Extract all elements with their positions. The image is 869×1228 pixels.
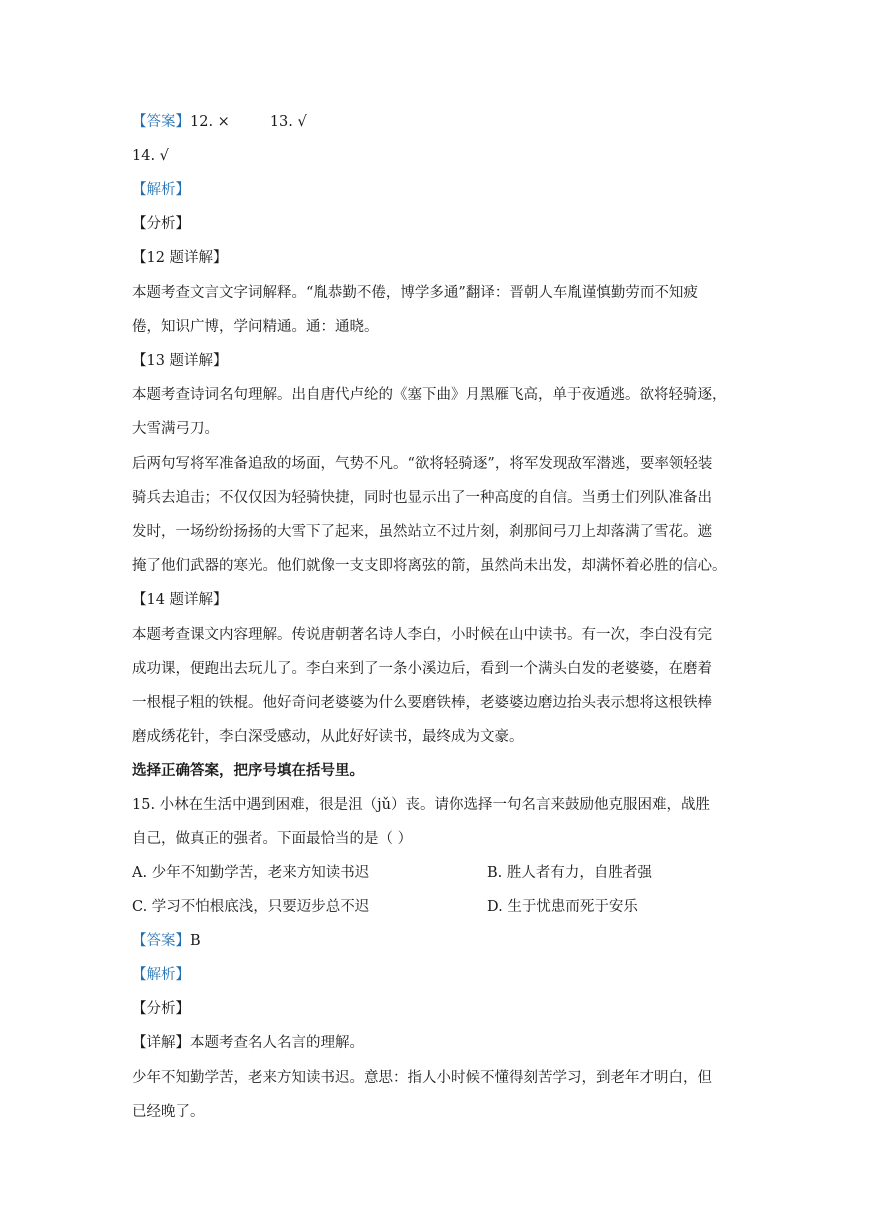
q13-line: 掩了他们武器的寒光。他们就像一支支即将离弦的箭，虽然尚未出发，却满怀着必胜的信心。 bbox=[132, 558, 727, 574]
q14-line: 磨成绣花针，李白深受感动，从此好好读书，最终成为文豪。 bbox=[132, 729, 524, 745]
q13-heading: 【13 题详解】 bbox=[132, 353, 228, 369]
answer-tag: 【答案】 bbox=[132, 114, 190, 130]
answer-tag: 【答案】 bbox=[132, 933, 190, 949]
q12-line: 倦，知识广博，学问精通。通：通晓。 bbox=[132, 319, 379, 335]
q13-line: 发时，一场纷纷扬扬的大雪下了起来，虽然站立不过片刻，刹那间弓刀上却落满了雪花。遮 bbox=[132, 524, 712, 540]
q14-heading: 【14 题详解】 bbox=[132, 592, 228, 608]
q15-stem-line: 15. 小林在生活中遇到困难，很是沮（jǔ）丧。请你选择一句名言来鼓励他克服困难，战胜 bbox=[132, 797, 710, 813]
q12-heading: 【12 题详解】 bbox=[132, 250, 228, 266]
option-c: C. 学习不怕根底浅，只要迈步总不迟 bbox=[132, 899, 370, 915]
option-a: A. 少年不知勤学苦，老来方知读书迟 bbox=[132, 865, 370, 881]
q15-detail-line bbox=[132, 1033, 742, 1053]
option-b: B. 胜人者有力，自胜者强 bbox=[487, 865, 652, 881]
q13-line: 骑兵去追击；不仅仅因为轻骑快捷，同时也显示出了一种高度的自信。当勇士们列队准备出 bbox=[132, 490, 712, 506]
q13-line: 本题考查诗词名句理解。出自唐代卢纶的《塞下曲》月黑雁飞高，单于夜遁逃。欲将轻骑逐， bbox=[132, 387, 727, 403]
detail-tag: 【详解】 bbox=[132, 1035, 190, 1051]
option-d: D. 生于忧患而死于安乐 bbox=[487, 899, 638, 915]
q13-line: 后两句写将军准备追敌的场面，气势不凡。“欲将轻骑逐”，将军发现敌军潜逃，要率领轻装 bbox=[132, 456, 713, 472]
answer-line-12-13 bbox=[132, 112, 742, 132]
q15-stem-line: 自己，做真正的强者。下面最恰当的是（ ） bbox=[132, 831, 413, 847]
q12-line: 本题考查文言文字词解释。“胤恭勤不倦，博学多通”翻译：晋朝人车胤谨慎勤劳而不知疲 bbox=[132, 285, 698, 301]
section-title: 选择正确答案，把序号填在括号里。 bbox=[132, 762, 364, 779]
q15-explain-line: 少年不知勤学苦，老来方知读书迟。意思：指人小时候不懂得刻苦学习，到老年才明白，但 bbox=[132, 1070, 712, 1086]
answer-14: 14. √ bbox=[132, 148, 169, 164]
q15-explain-line: 已经晚了。 bbox=[132, 1104, 205, 1120]
q15-analysis-tag: 【解析】 bbox=[132, 967, 190, 983]
detail-text: 本题考查名人名言的理解。 bbox=[190, 1035, 364, 1051]
q14-line: 成功课，便跑出去玩儿了。李白来到了一条小溪边后，看到一个满头白发的老婆婆，在磨着 bbox=[132, 661, 712, 677]
q15-fenxi-tag: 【分析】 bbox=[132, 1001, 190, 1017]
q15-answer-line bbox=[132, 931, 742, 951]
answer-13: 13. √ bbox=[269, 114, 307, 130]
fenxi-tag: 【分析】 bbox=[132, 216, 190, 232]
analysis-tag: 【解析】 bbox=[132, 182, 190, 198]
q14-line: 一根棍子粗的铁棍。他好奇问老婆婆为什么要磨铁棒，老婆婆边磨边抬头表示想将这根铁棒 bbox=[132, 695, 712, 711]
answer-12: 12. × bbox=[190, 114, 230, 130]
q14-line: 本题考查课文内容理解。传说唐朝著名诗人李白，小时候在山中读书。有一次，李白没有完 bbox=[132, 627, 712, 643]
q15-answer: B bbox=[190, 933, 201, 949]
q13-line: 大雪满弓刀。 bbox=[132, 421, 219, 437]
